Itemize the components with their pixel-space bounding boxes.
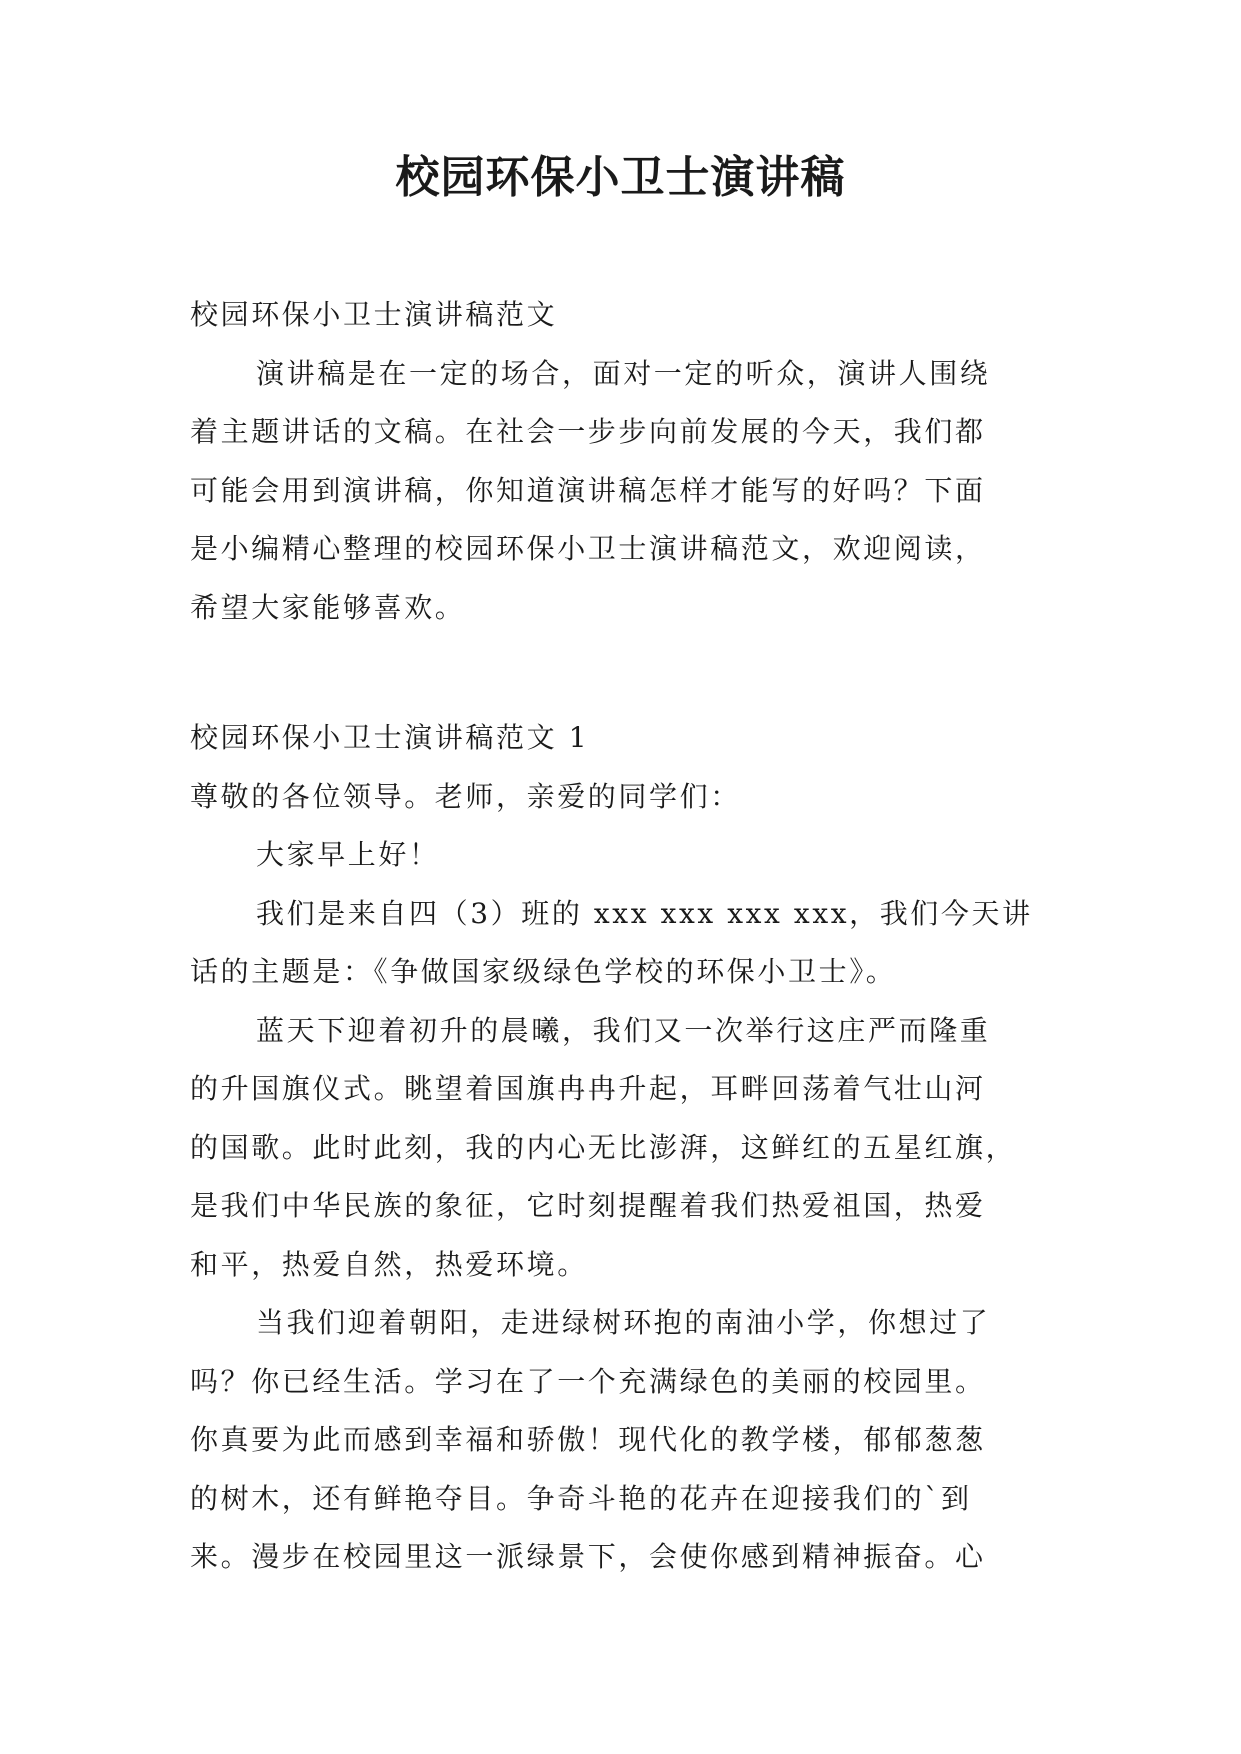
paragraph-line: 着主题讲话的文稿。在社会一步步向前发展的今天，我们都 <box>190 415 986 448</box>
paragraph-line: 来。漫步在校园里这一派绿景下，会使你感到精神振奋。心 <box>190 1540 986 1573</box>
paragraph-line: 希望大家能够喜欢。 <box>190 590 466 624</box>
paragraph-line: 蓝天下迎着初升的晨曦，我们又一次举行这庄严而隆重 <box>256 1013 991 1047</box>
document-title: 校园环保小卫士演讲稿 <box>395 152 846 203</box>
section-heading: 校园环保小卫士演讲稿范文 1 <box>190 721 590 754</box>
paragraph-line: 的树木，还有鲜艳夺目。争奇斗艳的花卉在迎接我们的`到 <box>190 1481 972 1515</box>
paragraph-line: 我们是来自四（3）班的 xxx xxx xxx xxx，我们今天讲 <box>256 896 1033 930</box>
paragraph-line: 和平，热爱自然，热爱环境。 <box>190 1247 588 1281</box>
document-body <box>190 286 1070 1587</box>
paragraph-line: 可能会用到演讲稿，你知道演讲稿怎样才能写的好吗？下面 <box>190 473 986 507</box>
paragraph-line: 的升国旗仪式。眺望着国旗冉冉升起，耳畔回荡着气壮山河 <box>190 1072 986 1105</box>
paragraph-line: 是我们中华民族的象征，它时刻提醒着我们热爱祖国，热爱 <box>190 1189 986 1222</box>
section-heading: 校园环保小卫士演讲稿范文 <box>190 298 558 331</box>
paragraph-line: 演讲稿是在一定的场合，面对一定的听众，演讲人围绕 <box>256 356 991 390</box>
paragraph-line: 话的主题是：《争做国家级绿色学校的环保小卫士》。 <box>190 955 897 988</box>
paragraph-line: 的国歌。此时此刻，我的内心无比澎湃，这鲜红的五星红旗， <box>190 1130 1017 1164</box>
greeting-line: 大家早上好！ <box>256 838 440 871</box>
paragraph-line: 是小编精心整理的校园环保小卫士演讲稿范文，欢迎阅读， <box>190 532 986 565</box>
paragraph-line: 当我们迎着朝阳，走进绿树环抱的南油小学，你想过了 <box>256 1306 991 1339</box>
paragraph-line: 你真要为此而感到幸福和骄傲！现代化的教学楼，郁郁葱葱 <box>190 1423 986 1456</box>
paragraph-line: 吗？你已经生活。学习在了一个充满绿色的美丽的校园里。 <box>190 1364 986 1398</box>
salutation-line: 尊敬的各位领导。老师，亲爱的同学们： <box>190 779 741 813</box>
section-gap <box>190 637 1070 709</box>
